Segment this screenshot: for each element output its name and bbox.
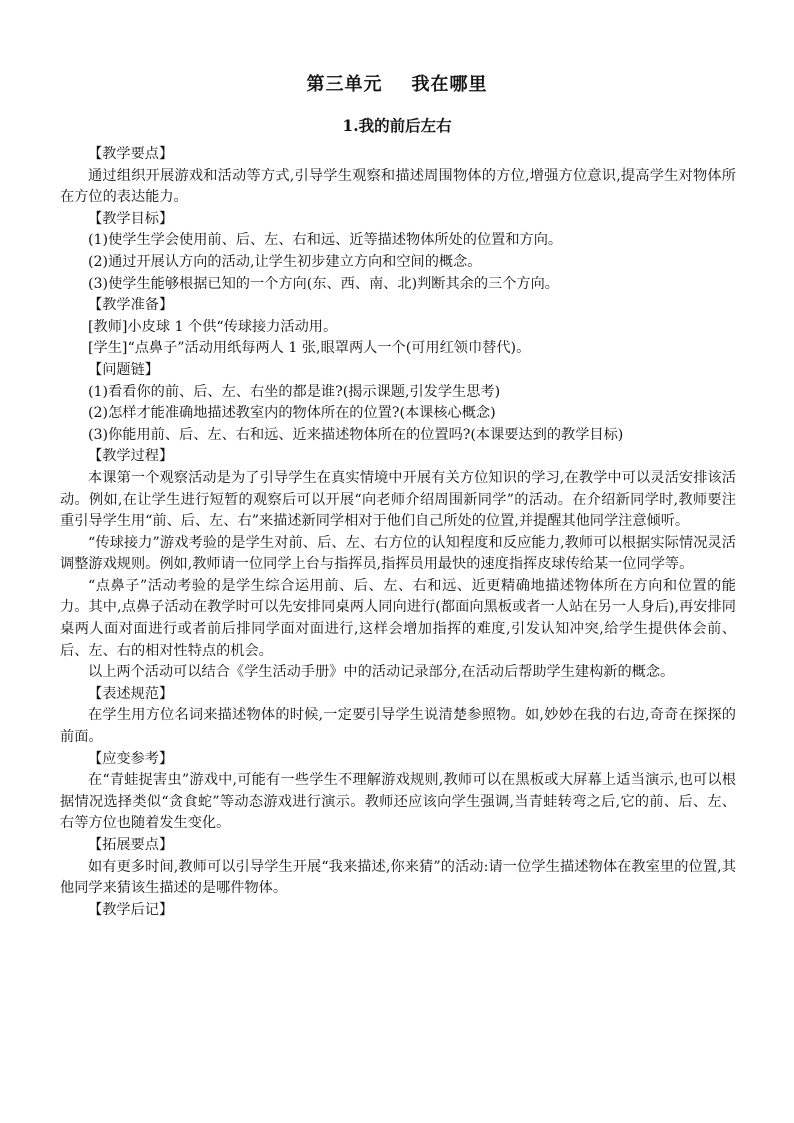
section-heading-teaching-process: 【教学过程】 <box>88 448 174 465</box>
list-item: [教师]小皮球 1 个供“传球接力活动用。 <box>88 318 338 335</box>
list-item: (1)使学生学会使用前、后、左、右和远、近等描述物体所处的位置和方向。 <box>88 232 563 249</box>
paragraph: 在“青蛙捉害虫”游戏中,可能有一些学生不理解游戏规则,教师可以在黑板或大屏幕上适当演示,也可以根据情况选择类似“贪食蛇”等动态游戏进行演示。教师还应该向学生强调,当青蛙转弯之后,它的前、后、左、右等方位也随着发生变化。 <box>60 772 736 832</box>
list-item: (2)怎样才能准确地描述教室内的物体所在的位置?(本课核心概念) <box>88 405 496 422</box>
paragraph: 通过组织开展游戏和活动等方式,引导学生观察和描述周围物体的方位,增强方位意识,提高学生对物体所在方位的表达能力。 <box>60 167 736 206</box>
list-item: (2)通过开展认方向的活动,让学生初步建立方向和空间的概念。 <box>88 253 482 270</box>
unit-title: 第三单元 我在哪里 <box>306 74 488 95</box>
paragraph: 如有更多时间,教师可以引导学生开展“我来描述,你来猜”的活动:请一位学生描述物体在教室里的位置,其他同学来猜该生描述的是哪件物体。 <box>60 858 736 897</box>
lesson-title: 1.我的前后左右 <box>342 116 452 135</box>
paragraph: “点鼻子”活动考验的是学生综合运用前、后、左、右和远、近更精确地描述物体所在方向和位置的能力。其中,点鼻子活动在教学时可以先安排同桌两人同向进行(都面向黑板或者一人站在另一人身后),再安排同桌两人面对面进行或者前后排同学面对面进行,这样会增加指挥的难度,引发认知冲突,给学生提供体会前、后、左、右的相对性特点的机会。 <box>60 577 736 659</box>
document-body <box>60 144 736 921</box>
list-item: (3)你能用前、后、左、右和远、近来描述物体所在的位置吗?(本课要达到的教学目标) <box>88 426 624 443</box>
section-heading-question-chain: 【问题链】 <box>88 361 159 378</box>
list-item: (1)看看你的前、后、左、右坐的都是谁?(揭示课题,引发学生思考) <box>88 383 501 400</box>
section-heading-contingency: 【应变参考】 <box>88 750 174 767</box>
paragraph: 本课第一个观察活动是为了引导学生在真实情境中开展有关方位知识的学习,在教学中可以灵活安排该活动。例如,在让学生进行短暂的观察后可以开展“向老师介绍周围新同学”的活动。在介绍新同学时,教师要注重引导学生用“前、后、左、右”来描述新同学相对于他们自己所处的位置,并提醒其他同学注意倾听。 <box>60 469 736 530</box>
section-heading-teaching-points: 【教学要点】 <box>88 146 174 162</box>
section-heading-preparation: 【教学准备】 <box>88 297 174 314</box>
section-heading-expression-norms: 【表述规范】 <box>88 685 174 702</box>
list-item: (3)使学生能够根据已知的一个方向(东、西、南、北)判断其余的三个方向。 <box>88 275 559 292</box>
paragraph: 以上两个活动可以结合《学生活动手册》中的活动记录部分,在活动后帮助学生建构新的概念。 <box>88 664 675 681</box>
section-heading-teaching-goals: 【教学目标】 <box>88 210 174 227</box>
section-heading-postscript: 【教学后记】 <box>88 901 174 918</box>
list-item: [学生]“点鼻子”活动用纸每两人 1 张,眼罩两人一个(可用红领巾替代)。 <box>88 340 531 357</box>
section-heading-extension: 【拓展要点】 <box>88 837 174 853</box>
paragraph: 在学生用方位名词来描述物体的时候,一定要引导学生说清楚参照物。如,妙妙在我的右边,奇奇在探探的前面。 <box>60 707 736 746</box>
paragraph: “传球接力”游戏考验的是学生对前、后、左、右方位的认知程度和反应能力,教师可以根据实际情况灵活调整游戏规则。例如,教师请一位同学上台与指挥员,指挥员用最快的速度指挥皮球传给某一位同学等。 <box>60 534 736 573</box>
